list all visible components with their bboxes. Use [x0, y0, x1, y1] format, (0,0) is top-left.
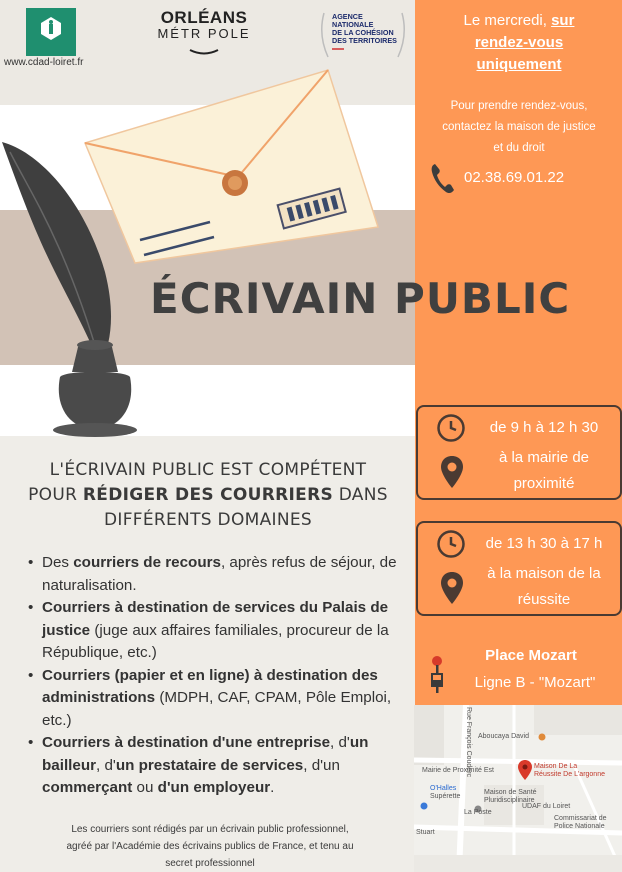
map-poi-icon	[420, 802, 428, 810]
orleans-logo-line2: MÉTR POLE	[157, 26, 251, 41]
phone-contact[interactable]	[428, 160, 618, 196]
map-marker-icon[interactable]	[518, 760, 532, 780]
list-item-text: , d'un	[303, 756, 340, 774]
map-label: Supérette	[430, 793, 461, 800]
map-label: La Poste	[464, 809, 492, 816]
map-label: Réussite De L'argonne	[534, 771, 605, 778]
appointment-line3: uniquement	[476, 56, 562, 73]
anct-line: AGENCE	[332, 12, 363, 21]
anct-logo-text	[332, 13, 397, 45]
list-item-bold-text: un bailleur	[42, 734, 369, 774]
map-label: Police Nationale	[554, 823, 605, 830]
orleans-logo-swoosh	[156, 48, 252, 56]
list-item-text: Des	[42, 554, 74, 571]
location-map[interactable]	[414, 705, 622, 872]
list-item-bold-text: commerçant	[42, 779, 133, 796]
list-item-text: ou	[132, 779, 158, 796]
phone-number[interactable]: 02.38.69.01.22	[464, 169, 565, 186]
place-title: Place Mozart	[485, 647, 577, 664]
appointment-line1-bold: sur	[551, 12, 575, 29]
heading-line1: L'ÉCRIVAIN PUBLIC EST COMPÉTENT	[49, 460, 367, 480]
list-item-text: (MDPH, CAF, CPAM, Pôle Emploi, etc.)	[42, 689, 392, 729]
list-item	[28, 597, 408, 665]
anct-line: DE LA COHÉSION	[332, 28, 394, 37]
heading-text: POUR	[28, 485, 83, 505]
appointment-notice	[420, 10, 618, 76]
appointment-line1: Le mercredi,	[463, 12, 552, 29]
orleans-logo-line1: ORLÉANS	[160, 8, 248, 27]
list-item-text: .	[270, 779, 275, 796]
list-item-bold-text: d'un employeur	[157, 779, 271, 796]
schedule-box-morning	[416, 405, 622, 500]
orleans-metropole-logo	[156, 8, 252, 56]
heading-line3: DIFFÉRENTS DOMAINES	[104, 510, 312, 530]
heading-line2	[8, 483, 408, 508]
schedule-place: réussite	[517, 591, 571, 608]
list-item	[28, 732, 408, 800]
list-item-bold-text: Courriers à destination d'une entreprise	[42, 734, 331, 751]
map-label: Stuart	[416, 829, 435, 836]
map-label: Pluridisciplinaire	[484, 797, 535, 804]
map-label: O'Halles	[430, 785, 457, 792]
schedule-box-afternoon	[416, 521, 622, 616]
phone-icon	[430, 162, 456, 194]
clock-icon	[436, 529, 466, 559]
page-title: ÉCRIVAIN PUBLIC	[150, 274, 571, 323]
appointment-info-line: et du droit	[493, 142, 545, 154]
map-label: UDAF du Loiret	[522, 803, 571, 810]
website-url[interactable]: www.cdad-loiret.fr	[4, 57, 84, 68]
list-item-text: , d'	[330, 734, 350, 751]
schedule-time: de 9 h à 12 h 30	[489, 419, 599, 436]
map-label: Commissariat de	[554, 815, 607, 822]
appointment-info-line: contactez la maison de justice	[442, 121, 596, 133]
schedule-place: à la mairie de	[498, 449, 590, 466]
map-label: Rue François Couderc	[465, 707, 472, 778]
location-pin-icon	[440, 455, 464, 489]
location-pin-icon	[440, 571, 464, 605]
list-item	[28, 552, 408, 597]
map-label: Maison de Santé	[484, 789, 537, 796]
list-item-text: , d'	[96, 756, 116, 774]
section-heading	[8, 458, 408, 533]
list-item-bold-text: un prestataire de services	[115, 756, 304, 774]
list-item-bold-text: Courriers (papier et en ligne) à destination des administrations	[42, 666, 378, 706]
map-poi-icon	[538, 733, 546, 741]
list-item-bold-text: courriers de recours	[73, 554, 221, 571]
schedule-time: de 13 h 30 à 17 h	[485, 535, 603, 552]
cdad-logo-icon	[34, 14, 68, 44]
footnote	[20, 821, 400, 872]
quill-inkwell-icon	[0, 132, 160, 442]
heading-text: DANS	[333, 485, 388, 505]
anct-line: NATIONALE	[332, 20, 374, 29]
services-list	[28, 552, 408, 800]
footnote-line: secret professionnel	[165, 858, 255, 869]
footnote-line: Les courriers sont rédigés par un écrivain public professionnel,	[71, 824, 349, 835]
map-label: Maison De La	[534, 763, 578, 770]
list-item-text: , après refus de séjour, de naturalisation.	[42, 554, 397, 594]
clock-icon	[436, 413, 466, 443]
map-label: Mairie de Proximité Est	[422, 767, 494, 774]
list-item	[28, 665, 408, 733]
anct-logo	[318, 5, 408, 63]
map-label: Aboucaya David	[478, 733, 529, 740]
footnote-line: agréé par l'Académie des écrivains publics de France, et tenu au	[66, 841, 354, 852]
schedule-place: proximité	[513, 475, 575, 492]
appointment-info-line: Pour prendre rendez-vous,	[450, 100, 588, 112]
schedule-place: à la maison de la	[487, 565, 601, 582]
list-item-bold-text: Courriers à destination de services du Palais de justice	[42, 599, 389, 639]
anct-line: DES TERRITOIRES	[332, 36, 397, 45]
list-item-text: (juge aux affaires familiales, procureur de la République, etc.)	[42, 621, 389, 661]
appointment-info	[420, 96, 618, 159]
transport-line: Ligne B - "Mozart"	[474, 674, 596, 691]
heading-bold-text: RÉDIGER DES COURRIERS	[82, 485, 334, 505]
appointment-line2: rendez-vous	[474, 34, 564, 51]
